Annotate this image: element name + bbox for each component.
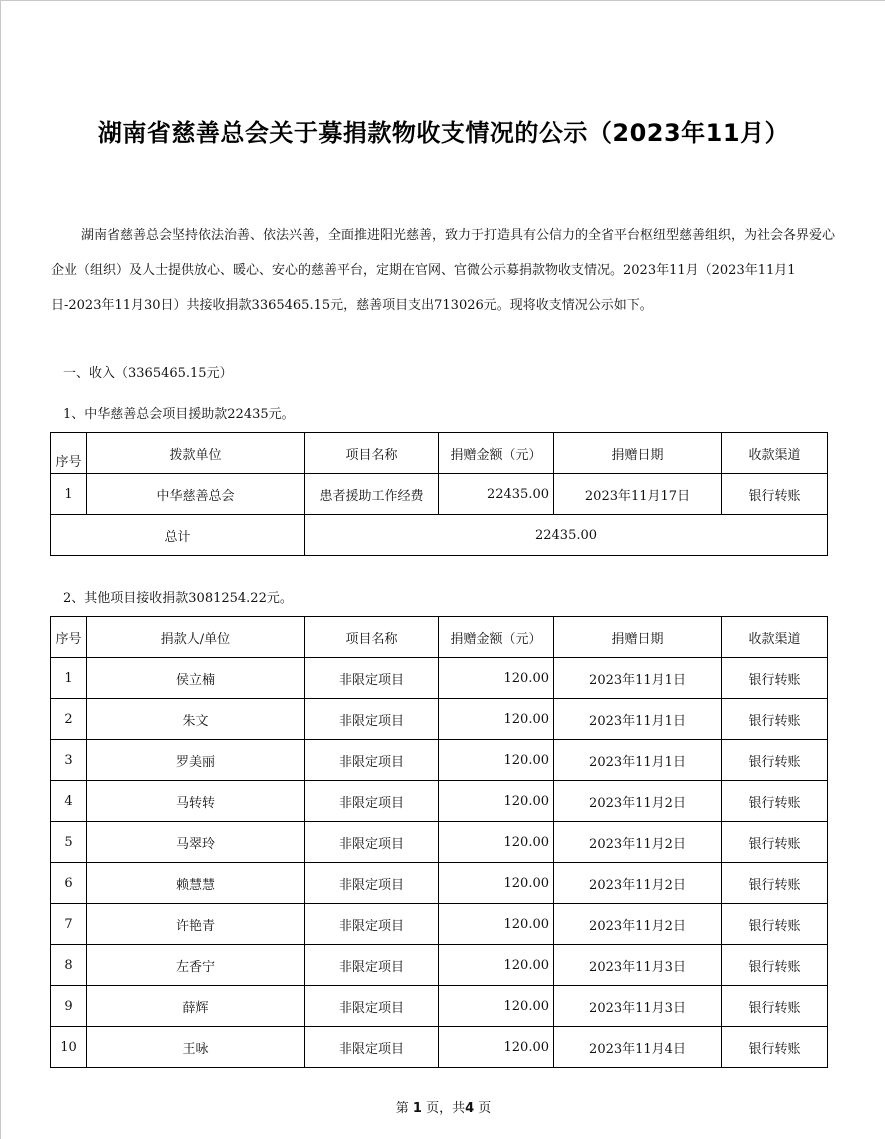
cell-date: 2023年11月2日 xyxy=(554,863,722,904)
cell-seq: 1 xyxy=(51,658,87,699)
col-header-unit: 拨款单位 xyxy=(87,433,305,474)
table-row xyxy=(51,1027,828,1068)
footer-total-pages: 4 xyxy=(465,1101,475,1116)
cell-channel: 银行转账 xyxy=(722,658,828,699)
cell-project: 非限定项目 xyxy=(305,904,439,945)
cell-channel: 银行转账 xyxy=(722,781,828,822)
cell-seq: 3 xyxy=(51,740,87,781)
cell-project: 非限定项目 xyxy=(305,1027,439,1068)
cell-amount: 120.00 xyxy=(439,699,554,740)
table-row xyxy=(51,658,828,699)
cell-project: 非限定项目 xyxy=(305,863,439,904)
cell-amount: 120.00 xyxy=(439,945,554,986)
cell-donor: 马转转 xyxy=(87,781,305,822)
cell-channel: 银行转账 xyxy=(722,740,828,781)
section1-heading: 1、中华慈善总会项目援助款22435元。 xyxy=(63,407,295,422)
cell-donor: 王咏 xyxy=(87,1027,305,1068)
cell-seq: 6 xyxy=(51,863,87,904)
footer-prefix: 第 xyxy=(395,1101,409,1116)
cell-amount: 120.00 xyxy=(439,1027,554,1068)
cell-amount: 120.00 xyxy=(439,781,554,822)
cell-donor: 马翠玲 xyxy=(87,822,305,863)
cell-seq: 9 xyxy=(51,986,87,1027)
cell-donor: 朱文 xyxy=(87,699,305,740)
cell-seq: 5 xyxy=(51,822,87,863)
table-section2 xyxy=(50,616,828,1068)
table-row xyxy=(51,904,828,945)
cell-channel: 银行转账 xyxy=(722,945,828,986)
cell-donor: 薛辉 xyxy=(87,986,305,1027)
cell-project: 非限定项目 xyxy=(305,986,439,1027)
intro-paragraph: 湖南省慈善总会坚持依法治善、依法兴善，全面推进阳光慈善，致力于打造具有公信力的全省平台枢纽型慈善组织，为社会各界爱心企业（组织）及人士提供放心、暖心、安心的慈善平台，定期在官网、官微公示募捐款物收支情况。2023年11月（2023年11月1日-2023年11月30日）共接收捐款3365465.15元，慈善项目支出713026元。现将收支情况公示如下。 xyxy=(51,228,836,313)
cell-date: 2023年11月1日 xyxy=(554,658,722,699)
total-label: 总计 xyxy=(51,515,305,556)
cell-amount: 120.00 xyxy=(439,904,554,945)
cell-date: 2023年11月3日 xyxy=(554,986,722,1027)
table-row xyxy=(51,699,828,740)
cell-seq: 1 xyxy=(51,474,87,515)
section2-heading: 2、其他项目接收捐款3081254.22元。 xyxy=(63,591,293,606)
cell-date: 2023年11月2日 xyxy=(554,781,722,822)
footer-page-number: 1 xyxy=(412,1101,422,1116)
cell-donor: 侯立楠 xyxy=(87,658,305,699)
table-section1 xyxy=(50,432,828,556)
col-header-amount: 捐赠金额（元） xyxy=(439,617,554,658)
table-header-row xyxy=(51,617,828,658)
cell-date: 2023年11月2日 xyxy=(554,822,722,863)
cell-unit: 中华慈善总会 xyxy=(87,474,305,515)
table-row xyxy=(51,863,828,904)
cell-donor: 罗美丽 xyxy=(87,740,305,781)
table-row xyxy=(51,822,828,863)
cell-project: 患者援助工作经费 xyxy=(305,474,439,515)
cell-date: 2023年11月1日 xyxy=(554,740,722,781)
col-header-seq: 序号 xyxy=(51,433,87,474)
cell-date: 2023年11月1日 xyxy=(554,699,722,740)
cell-project: 非限定项目 xyxy=(305,822,439,863)
cell-seq: 10 xyxy=(51,1027,87,1068)
page-footer xyxy=(1,1097,885,1116)
table-total-row xyxy=(51,515,828,556)
cell-donor: 许艳青 xyxy=(87,904,305,945)
col-header-amount: 捐赠金额（元） xyxy=(439,433,554,474)
cell-channel: 银行转账 xyxy=(722,822,828,863)
table-row xyxy=(51,986,828,1027)
cell-donor: 左香宁 xyxy=(87,945,305,986)
col-header-channel: 收款渠道 xyxy=(722,433,828,474)
table-header-row xyxy=(51,433,828,474)
cell-amount: 120.00 xyxy=(439,822,554,863)
col-header-donor: 捐款人/单位 xyxy=(87,617,305,658)
cell-date: 2023年11月4日 xyxy=(554,1027,722,1068)
cell-channel: 银行转账 xyxy=(722,699,828,740)
cell-seq: 8 xyxy=(51,945,87,986)
cell-amount: 120.00 xyxy=(439,986,554,1027)
cell-seq: 7 xyxy=(51,904,87,945)
cell-donor: 赖慧慧 xyxy=(87,863,305,904)
cell-amount: 120.00 xyxy=(439,740,554,781)
cell-seq: 2 xyxy=(51,699,87,740)
cell-channel: 银行转账 xyxy=(722,1027,828,1068)
col-header-date: 捐赠日期 xyxy=(554,617,722,658)
cell-amount: 120.00 xyxy=(439,863,554,904)
cell-date: 2023年11月2日 xyxy=(554,904,722,945)
table-row xyxy=(51,945,828,986)
footer-suffix: 页 xyxy=(478,1101,492,1116)
cell-date: 2023年11月3日 xyxy=(554,945,722,986)
total-value: 22435.00 xyxy=(305,515,828,556)
income-heading: 一、收入（3365465.15元） xyxy=(63,366,233,381)
cell-project: 非限定项目 xyxy=(305,781,439,822)
cell-channel: 银行转账 xyxy=(722,474,828,515)
col-header-date: 捐赠日期 xyxy=(554,433,722,474)
cell-project: 非限定项目 xyxy=(305,945,439,986)
cell-amount: 120.00 xyxy=(439,658,554,699)
cell-project: 非限定项目 xyxy=(305,740,439,781)
col-header-project: 项目名称 xyxy=(305,433,439,474)
cell-date: 2023年11月17日 xyxy=(554,474,722,515)
col-header-channel: 收款渠道 xyxy=(722,617,828,658)
cell-channel: 银行转账 xyxy=(722,904,828,945)
table-row xyxy=(51,781,828,822)
table-row xyxy=(51,474,828,515)
cell-project: 非限定项目 xyxy=(305,699,439,740)
page-title: 湖南省慈善总会关于募捐款物收支情况的公示（2023年11月） xyxy=(97,119,790,147)
cell-project: 非限定项目 xyxy=(305,658,439,699)
col-header-project: 项目名称 xyxy=(305,617,439,658)
col-header-seq: 序号 xyxy=(51,617,87,658)
cell-channel: 银行转账 xyxy=(722,986,828,1027)
cell-channel: 银行转账 xyxy=(722,863,828,904)
table-row xyxy=(51,740,828,781)
cell-seq: 4 xyxy=(51,781,87,822)
footer-middle: 页，共 xyxy=(426,1101,466,1116)
cell-amount: 22435.00 xyxy=(439,474,554,515)
